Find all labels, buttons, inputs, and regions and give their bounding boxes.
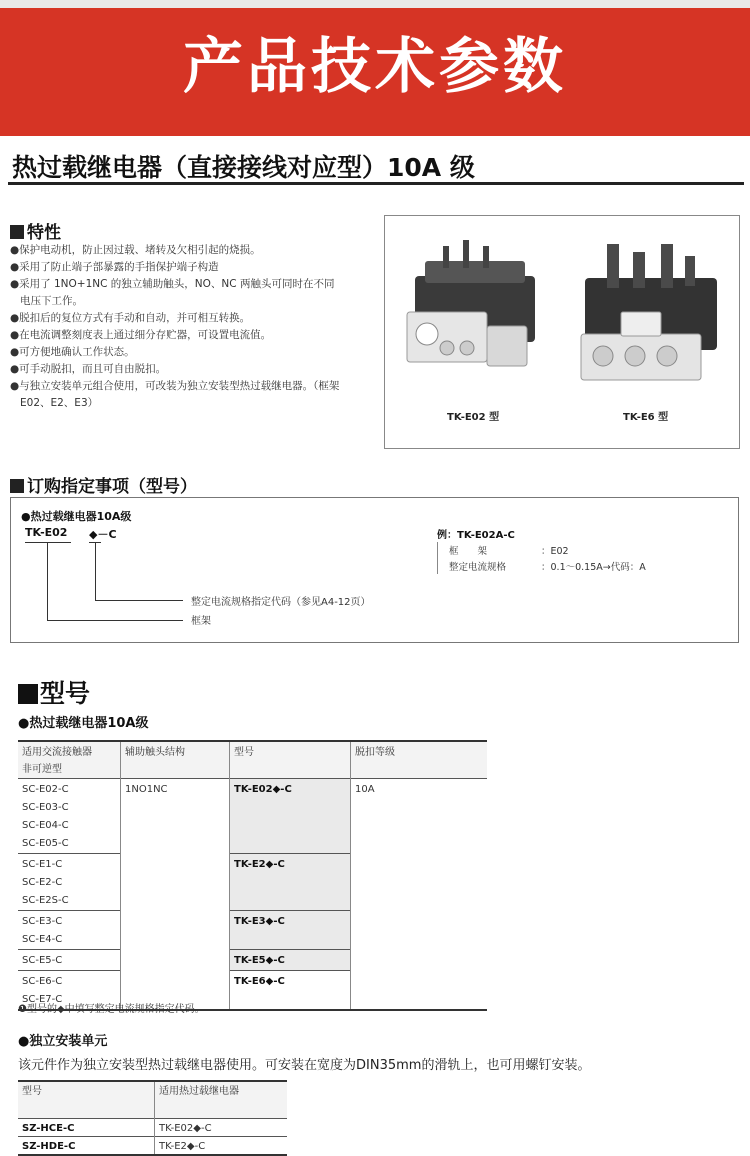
unit-model-cell: SZ-HDE-C <box>18 1137 155 1156</box>
banner-title: 产品技术参数 <box>183 32 567 102</box>
model-cell: TK-E2◆-C <box>230 854 351 911</box>
col-header-model: 型号 <box>230 741 351 779</box>
contactor-cell: SC-E02-C SC-E03-C SC-E04-C SC-E05-C <box>18 779 121 854</box>
frame-label: 框架 <box>191 616 211 627</box>
table-header-row <box>18 741 487 779</box>
example-row1-label: 框 架 <box>449 546 488 557</box>
product-illustrations <box>385 216 739 448</box>
code-leader-vertical <box>95 543 96 601</box>
col-header-unit-model: 型号 <box>18 1081 155 1119</box>
features-heading: 特性 <box>10 218 61 243</box>
unit-description: 该元件作为独立安装型热过载继电器使用。可安装在宽度为DIN35mm的滑轨上，也可用螺钉安装。 <box>18 1058 591 1073</box>
unit-heading: ●独立安装单元 <box>18 1034 108 1049</box>
applicable-relay-cell: TK-E02◆-C <box>159 1123 212 1134</box>
table-row <box>18 1137 287 1156</box>
example-bracket <box>437 542 438 574</box>
unit-table <box>18 1080 287 1156</box>
order-sub-heading: ●热过载继电器10A级 <box>21 510 132 523</box>
feature-item: ●与独立安装单元组合使用，可改装为独立安装型热过载继电器。（框架 <box>10 380 340 392</box>
model-cell: TK-E5◆-C <box>230 950 351 971</box>
col-header-applicable-relay: 适用热过载继电器 <box>159 1086 239 1097</box>
tk-e02-caption: TK-E02 型 <box>447 412 500 423</box>
example-row2-value: ：0.1～0.15A→代码：A <box>541 562 646 573</box>
code-label: 整定电流规格指定代码（参见A4-12页） <box>191 597 371 608</box>
feature-item: ●采用了 1NO+1NC 的独立辅助触头，NO、NC 两触头可同时在不同 <box>10 278 335 290</box>
unit-model-cell: SZ-HCE-C <box>18 1119 155 1137</box>
table-row <box>18 779 487 854</box>
model-table <box>18 740 487 1011</box>
table-header-row <box>18 1081 287 1119</box>
feature-item: 电压下工作。 <box>20 295 83 307</box>
table-row <box>18 1119 287 1137</box>
order-heading: 订购指定事项（型号） <box>10 472 197 497</box>
model-cell: TK-E3◆-C <box>230 911 351 950</box>
feature-item: ●采用了防止端子部暴露的手指保护端子构造 <box>10 261 219 273</box>
col-header-aux: 辅助触头结构 <box>121 741 230 779</box>
col-header-contactor: 适用交流接触器 非可逆型 <box>18 741 121 779</box>
frame-leader-horizontal <box>47 620 183 621</box>
trip-class-cell: 10A <box>355 784 375 795</box>
col-header-trip-class: 脱扣等级 <box>355 747 395 758</box>
frame-leader-vertical <box>47 543 48 621</box>
features-list <box>10 242 380 412</box>
square-bullet-icon <box>10 225 24 239</box>
model-sub-heading: ●热过载继电器10A级 <box>18 716 149 731</box>
contactor-cell: SC-E5-C <box>18 950 121 971</box>
model-note: ❶型号的◆中填写整定电流规格指定代码。 <box>18 1004 205 1015</box>
tk-e6-relay-image <box>581 244 717 380</box>
square-bullet-icon <box>18 684 38 704</box>
contactor-cell: SC-E3-C SC-E4-C <box>18 911 121 950</box>
product-photo-box <box>384 215 740 449</box>
feature-item: ●脱扣后的复位方式有手动和自动，并可相互转换。 <box>10 312 251 324</box>
contactor-cell: SC-E1-C SC-E2-C SC-E2S-C <box>18 854 121 911</box>
model-heading: 型号 <box>18 674 90 710</box>
feature-item: ●可方便地确认工作状态。 <box>10 346 135 358</box>
feature-item: ●可手动脱扣，而且可自由脱扣。 <box>10 363 167 375</box>
banner-top-strip <box>0 0 750 8</box>
code-leader-horizontal <box>95 600 183 601</box>
title-banner <box>0 0 750 136</box>
model-cell: TK-E02◆-C <box>230 779 351 854</box>
order-model-prefix: TK-E02 <box>25 526 68 539</box>
feature-item: ●保护电动机，防止因过载、堵转及欠相引起的烧损。 <box>10 244 261 256</box>
aux-contact-cell: 1NO1NC <box>121 779 230 1011</box>
prefix-underline <box>25 542 71 543</box>
model-cell: TK-E6◆-C <box>230 971 351 1011</box>
tk-e02-relay-image <box>407 240 535 366</box>
feature-item: E02、E2、E3） <box>20 397 99 409</box>
order-box <box>10 497 739 643</box>
subtitle-divider <box>8 182 744 185</box>
example-row2-label: 整定电流规格 <box>449 562 507 573</box>
applicable-relay-cell: TK-E2◆-C <box>159 1141 206 1152</box>
order-model-suffix: ◆－C <box>89 528 117 541</box>
feature-item: ●在电流调整刻度表上通过细分存贮器，可设置电流值。 <box>10 329 272 341</box>
square-bullet-icon <box>10 479 24 493</box>
example-title: 例：TK-E02A-C <box>437 530 515 541</box>
contactor-cell: SC-E6-C SC-E7-C <box>18 971 121 1011</box>
page-subtitle: 热过载继电器（直接接线对应型）10A 级 <box>12 153 475 182</box>
tk-e6-caption: TK-E6 型 <box>623 412 669 423</box>
example-row1-value: ：E02 <box>541 546 569 557</box>
